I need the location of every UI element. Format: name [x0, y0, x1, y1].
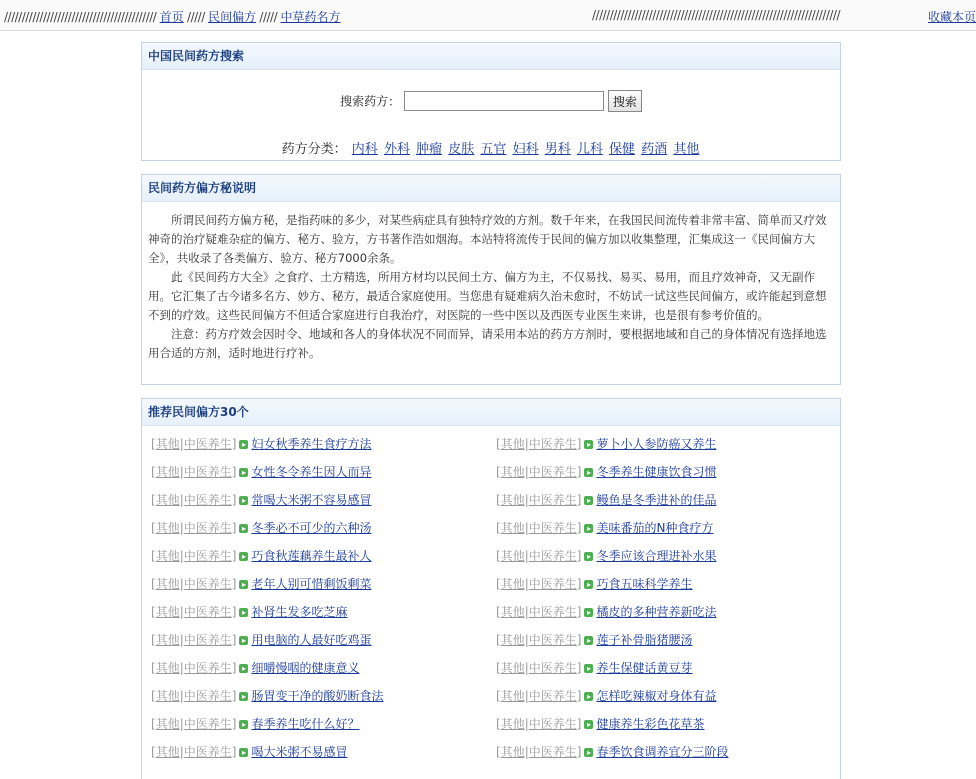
- arrow-right-icon: ▸: [584, 580, 593, 589]
- tag-tcm-link[interactable]: 中医养生: [528, 689, 577, 703]
- list-item: [151, 686, 383, 714]
- list-item: [496, 714, 728, 742]
- recommended-list-right: [496, 434, 728, 770]
- arrow-right-icon: ▸: [239, 552, 248, 561]
- recommended-list-left: [151, 434, 383, 770]
- arrow-right-icon: ▸: [584, 608, 593, 617]
- tag-other-link[interactable]: 其他: [155, 661, 180, 675]
- recipe-link[interactable]: 怎样吃辣椒对身体有益: [596, 689, 717, 703]
- list-item: [151, 602, 383, 630]
- category-link[interactable]: 皮肤: [448, 142, 475, 157]
- list-item: [496, 546, 728, 574]
- recipe-link[interactable]: 春季养生吃什么好？: [251, 717, 360, 731]
- tag-other-link[interactable]: 其他: [155, 605, 180, 619]
- recipe-link[interactable]: 健康养生彩色花草茶: [596, 717, 705, 731]
- recipe-link[interactable]: 老年人别可惜剩饭剩菜: [251, 577, 372, 591]
- arrow-right-icon: ▸: [239, 524, 248, 533]
- tag-other-link[interactable]: 其他: [500, 605, 525, 619]
- arrow-right-icon: ▸: [584, 468, 593, 477]
- category-row: [142, 138, 840, 157]
- list-item: [151, 742, 383, 770]
- search-row: [142, 90, 840, 112]
- tag-tcm-link[interactable]: 中医养生: [183, 465, 232, 479]
- category-tag: [其他|中医养生]: [151, 437, 237, 451]
- list-item: [496, 658, 728, 686]
- list-item: [151, 518, 383, 546]
- list-item: [496, 742, 728, 770]
- tag-tcm-link[interactable]: 中医养生: [183, 437, 232, 451]
- recipe-link[interactable]: 喝大米粥不易感冒: [251, 745, 348, 759]
- arrow-right-icon: ▸: [239, 692, 248, 701]
- recipe-link[interactable]: 补肾生发多吃芝麻: [251, 605, 348, 619]
- arrow-right-icon: ▸: [239, 720, 248, 729]
- arrow-right-icon: ▸: [239, 748, 248, 757]
- tag-tcm-link[interactable]: 中医养生: [183, 689, 232, 703]
- tag-other-link[interactable]: 其他: [155, 577, 180, 591]
- recipe-link[interactable]: 常喝大米粥不容易感冒: [251, 493, 372, 507]
- tag-other-link[interactable]: 其他: [155, 465, 180, 479]
- tag-other-link[interactable]: 其他: [500, 493, 525, 507]
- category-tag: [其他|中医养生]: [496, 689, 582, 703]
- tag-tcm-link[interactable]: 中医养生: [183, 549, 232, 563]
- category-tag: [其他|中医养生]: [151, 689, 237, 703]
- tag-other-link[interactable]: 其他: [500, 745, 525, 759]
- recipe-link[interactable]: 冬季应该合理进补水果: [596, 549, 717, 563]
- arrow-right-icon: ▸: [584, 440, 593, 449]
- tag-other-link[interactable]: 其他: [500, 465, 525, 479]
- tag-other-link[interactable]: 其他: [155, 689, 180, 703]
- category-tag: [其他|中医养生]: [496, 493, 582, 507]
- category-label: 药方分类：: [281, 142, 347, 157]
- category-tag: [其他|中医养生]: [151, 745, 237, 759]
- recommended-panel: [141, 398, 841, 779]
- recipe-link[interactable]: 莲子补骨脂猪腰汤: [596, 633, 693, 647]
- list-item: [496, 490, 728, 518]
- recipe-link[interactable]: 肠胃变干净的酸奶断食法: [251, 689, 384, 703]
- search-panel-title: 中国民间药方搜索: [142, 43, 840, 70]
- recipe-link[interactable]: 春季饮食调养宜分三阶段: [596, 745, 729, 759]
- list-item: [151, 630, 383, 658]
- recipe-link[interactable]: 养生保健话黄豆芽: [596, 661, 693, 675]
- breadcrumb-slashes: ///////////////////////////////////////////: [4, 10, 157, 24]
- tag-other-link[interactable]: 其他: [500, 577, 525, 591]
- arrow-right-icon: ▸: [584, 552, 593, 561]
- tag-other-link[interactable]: 其他: [155, 521, 180, 535]
- list-item: [496, 602, 728, 630]
- tag-tcm-link[interactable]: 中医养生: [183, 717, 232, 731]
- recipe-link[interactable]: 巧食秋莲藕养生最补人: [251, 549, 372, 563]
- list-item: [496, 686, 728, 714]
- category-link[interactable]: 儿科: [576, 142, 603, 157]
- category-tag: [其他|中医养生]: [496, 437, 582, 451]
- list-item: [496, 574, 728, 602]
- tag-other-link[interactable]: 其他: [155, 437, 180, 451]
- arrow-right-icon: ▸: [239, 440, 248, 449]
- list-item: [151, 462, 383, 490]
- category-tag: [其他|中医养生]: [496, 745, 582, 759]
- arrow-right-icon: ▸: [584, 748, 593, 757]
- recipe-link[interactable]: 用电脑的人最好吃鸡蛋: [251, 633, 372, 647]
- search-input[interactable]: [404, 91, 604, 111]
- category-link[interactable]: 男科: [544, 142, 571, 157]
- tag-tcm-link[interactable]: 中医养生: [183, 521, 232, 535]
- category-link[interactable]: 五官: [480, 142, 507, 157]
- tag-tcm-link[interactable]: 中医养生: [183, 577, 232, 591]
- arrow-right-icon: ▸: [584, 692, 593, 701]
- breadcrumb-separator: /////: [187, 10, 205, 24]
- category-tag: [其他|中医养生]: [151, 577, 237, 591]
- recipe-link[interactable]: 巧食五味科学养生: [596, 577, 693, 591]
- tag-other-link[interactable]: 其他: [155, 549, 180, 563]
- category-tag: [其他|中医养生]: [496, 549, 582, 563]
- category-tag: [其他|中医养生]: [496, 605, 582, 619]
- arrow-right-icon: ▸: [239, 636, 248, 645]
- list-item: [151, 434, 383, 462]
- breadcrumb-slashes-tail: //////////////////////////////////////////////////////////////////////: [592, 8, 841, 22]
- breadcrumb-home-link[interactable]: 首页: [159, 10, 184, 24]
- category-link[interactable]: 内科: [351, 142, 378, 157]
- category-link[interactable]: 妇科: [512, 142, 539, 157]
- arrow-right-icon: ▸: [239, 580, 248, 589]
- list-item: [496, 462, 728, 490]
- tag-tcm-link[interactable]: 中医养生: [528, 633, 577, 647]
- tag-other-link[interactable]: 其他: [155, 745, 180, 759]
- recipe-link[interactable]: 女性冬令养生因人而异: [251, 465, 372, 479]
- tag-tcm-link[interactable]: 中医养生: [528, 549, 577, 563]
- tag-tcm-link[interactable]: 中医养生: [528, 745, 577, 759]
- arrow-right-icon: ▸: [239, 664, 248, 673]
- recipe-link[interactable]: 萝卜小人参防癌又养生: [596, 437, 717, 451]
- list-item: [151, 574, 383, 602]
- tag-other-link[interactable]: 其他: [500, 437, 525, 451]
- breadcrumb-folk-link[interactable]: 民间偏方: [208, 10, 257, 24]
- tag-tcm-link[interactable]: 中医养生: [183, 493, 232, 507]
- list-item: [496, 434, 728, 462]
- list-item: [496, 518, 728, 546]
- recipe-link[interactable]: 细嚼慢咽的健康意义: [251, 661, 360, 675]
- tag-other-link[interactable]: 其他: [155, 717, 180, 731]
- top-bar: [0, 0, 976, 31]
- list-item: [496, 630, 728, 658]
- list-item: [151, 546, 383, 574]
- arrow-right-icon: ▸: [584, 524, 593, 533]
- arrow-right-icon: ▸: [239, 468, 248, 477]
- tag-tcm-link[interactable]: 中医养生: [528, 521, 577, 535]
- list-item: [151, 658, 383, 686]
- category-tag: [其他|中医养生]: [151, 717, 237, 731]
- list-item: [151, 490, 383, 518]
- description-paragraph: 所谓民间药方偏方秘，是指药味的多少，对某些病症具有独特疗效的方剂。数千年来，在我国民间流传着非常丰富、简单而又疗效神奇的治疗疑难杂症的偏方、秘方、验方，方书著作浩如烟海。本站特将流传于民间的偏方加以收集整理，汇集成这一《民间偏方大全》，共收录了各类偏方、验方、秘方7000余条。: [148, 213, 827, 265]
- tag-other-link[interactable]: 其他: [500, 549, 525, 563]
- recipe-link[interactable]: 冬季养生健康饮食习惯: [596, 465, 717, 479]
- arrow-right-icon: ▸: [584, 636, 593, 645]
- category-tag: [其他|中医养生]: [151, 661, 237, 675]
- arrow-right-icon: ▸: [584, 496, 593, 505]
- category-link[interactable]: 肿瘤: [416, 142, 443, 157]
- breadcrumb: [4, 8, 340, 25]
- recommended-panel-title: 推荐民间偏方30个: [142, 399, 840, 426]
- arrow-right-icon: ▸: [239, 496, 248, 505]
- category-tag: [其他|中医养生]: [151, 633, 237, 647]
- tag-tcm-link[interactable]: 中医养生: [528, 605, 577, 619]
- category-tag: [其他|中医养生]: [496, 521, 582, 535]
- category-link[interactable]: 药酒: [641, 142, 668, 157]
- category-tag: [其他|中医养生]: [496, 465, 582, 479]
- description-paragraph: 此《民间药方大全》之食疗、土方精选，所用方材均以民间土方、偏方为主，不仅易找、易买、易用，而且疗效神奇，又无副作用。它汇集了古今诸多名方、妙方、秘方，最适合家庭使用。当您患有疑难病久治未愈时，不妨试一试这些民间偏方，或许能起到意想不到的疗效。这些民间偏方不但适合家庭进行自我治疗，对医院的一些中医以及西医专业医生来讲，也是很有参考价值的。: [148, 270, 827, 322]
- category-tag: [其他|中医养生]: [151, 465, 237, 479]
- search-label: 搜索药方：: [340, 94, 401, 109]
- tag-other-link[interactable]: 其他: [500, 661, 525, 675]
- breadcrumb-herbal-link[interactable]: 中草药名方: [280, 10, 341, 24]
- arrow-right-icon: ▸: [584, 664, 593, 673]
- tag-other-link[interactable]: 其他: [500, 689, 525, 703]
- arrow-right-icon: ▸: [584, 720, 593, 729]
- tag-tcm-link[interactable]: 中医养生: [183, 605, 232, 619]
- recipe-link[interactable]: 橘皮的多种营养新吃法: [596, 605, 717, 619]
- tag-tcm-link[interactable]: 中医养生: [183, 745, 232, 759]
- tag-tcm-link[interactable]: 中医养生: [528, 493, 577, 507]
- search-panel: [141, 42, 841, 161]
- arrow-right-icon: ▸: [239, 608, 248, 617]
- category-link[interactable]: 外科: [383, 142, 410, 157]
- category-tag: [其他|中医养生]: [496, 633, 582, 647]
- tag-other-link[interactable]: 其他: [500, 521, 525, 535]
- breadcrumb-separator: /////: [259, 10, 278, 24]
- recipe-link[interactable]: 美味番茄的N种食疗方: [596, 521, 714, 535]
- list-item: [151, 714, 383, 742]
- tag-tcm-link[interactable]: 中医养生: [528, 465, 577, 479]
- tag-tcm-link[interactable]: 中医养生: [528, 577, 577, 591]
- description-text: [148, 211, 834, 363]
- category-tag: [其他|中医养生]: [151, 549, 237, 563]
- category-link[interactable]: 其他: [673, 142, 700, 157]
- category-tag: [其他|中医养生]: [151, 521, 237, 535]
- description-panel: [141, 174, 841, 385]
- favorite-link[interactable]: 收藏本页: [928, 10, 976, 24]
- tag-tcm-link[interactable]: 中医养生: [183, 661, 232, 675]
- tag-other-link[interactable]: 其他: [500, 633, 525, 647]
- category-tag: [其他|中医养生]: [151, 493, 237, 507]
- category-link[interactable]: 保健: [609, 142, 636, 157]
- search-button[interactable]: 搜索: [608, 90, 642, 112]
- category-tag: [其他|中医养生]: [496, 661, 582, 675]
- tag-tcm-link[interactable]: 中医养生: [528, 437, 577, 451]
- tag-tcm-link[interactable]: 中医养生: [183, 633, 232, 647]
- tag-other-link[interactable]: 其他: [155, 633, 180, 647]
- recipe-link[interactable]: 冬季必不可少的六种汤: [251, 521, 372, 535]
- category-tag: [其他|中医养生]: [496, 577, 582, 591]
- category-tag: [其他|中医养生]: [496, 717, 582, 731]
- category-tag: [其他|中医养生]: [151, 605, 237, 619]
- recipe-link[interactable]: 鳗鱼是冬季进补的佳品: [596, 493, 717, 507]
- tag-other-link[interactable]: 其他: [500, 717, 525, 731]
- tag-tcm-link[interactable]: 中医养生: [528, 661, 577, 675]
- description-paragraph: 注意：药方疗效会因时令、地域和各人的身体状况不同而异，请采用本站的药方方剂时，要根据地域和自己的身体情况有选择地选用合适的方剂，适时地进行疗补。: [148, 327, 827, 360]
- tag-other-link[interactable]: 其他: [155, 493, 180, 507]
- description-panel-title: 民间药方偏方秘说明: [142, 175, 840, 202]
- tag-tcm-link[interactable]: 中医养生: [528, 717, 577, 731]
- recipe-link[interactable]: 妇女秋季养生食疗方法: [251, 437, 372, 451]
